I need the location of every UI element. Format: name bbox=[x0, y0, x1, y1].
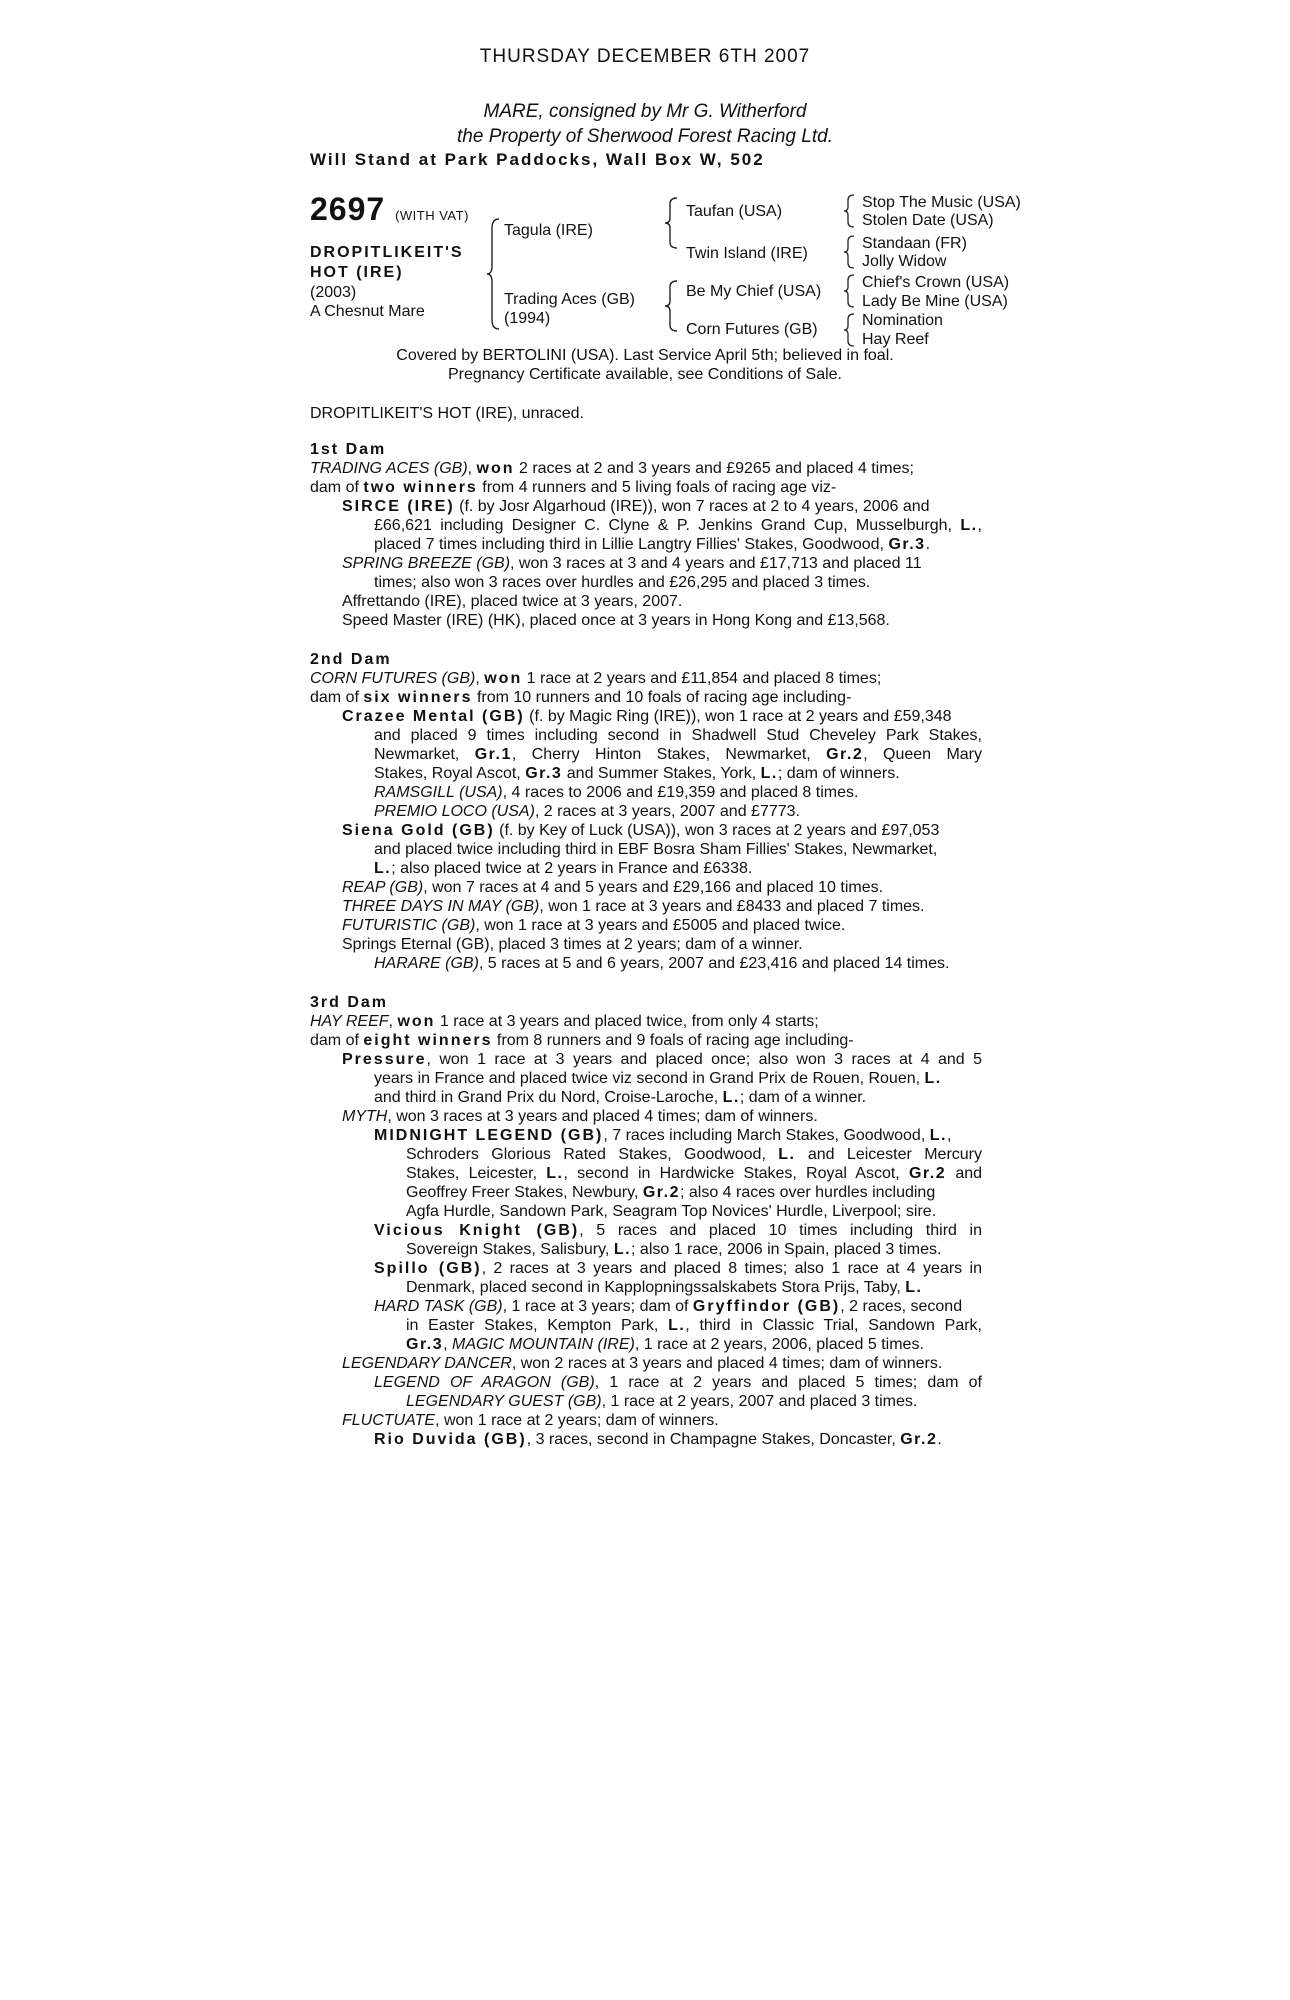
pedigree-sdd: Jolly Widow bbox=[862, 253, 947, 270]
italic-text: HAY REEF bbox=[310, 1013, 389, 1030]
text-run: and bbox=[946, 1165, 983, 1182]
dam-line bbox=[310, 897, 982, 916]
bold-text: Crazee Mental (GB) bbox=[342, 708, 525, 725]
dam-line bbox=[310, 1069, 982, 1088]
text-run: , won 3 races at 3 years and placed 4 times; dam of winners. bbox=[387, 1108, 818, 1125]
dam-line bbox=[310, 1145, 982, 1164]
sale-date: THURSDAY DECEMBER 6TH 2007 bbox=[479, 46, 811, 67]
text-run: Denmark, placed second in Kapplopningssalskabets Stora Prijs, Taby, bbox=[406, 1279, 906, 1296]
pedigree-sire-sire: Taufan (USA) bbox=[686, 203, 783, 220]
bold-text: eight winners bbox=[363, 1032, 493, 1049]
text-run: , won 7 races at 4 and 5 years and £29,166 and placed 10 times. bbox=[423, 879, 884, 896]
text-run: dam of bbox=[310, 1032, 364, 1049]
lot-number-line bbox=[310, 192, 470, 233]
dam-line bbox=[310, 1202, 982, 1221]
pedigree-dam-line-2: (1994) bbox=[504, 310, 551, 327]
text-run: , bbox=[946, 1127, 952, 1144]
bold-text: two winners bbox=[363, 479, 478, 496]
italic-text: FLUCTUATE bbox=[342, 1412, 436, 1429]
text-run: , Cherry Hinton Stakes, Newmarket, bbox=[511, 746, 827, 763]
dam-line bbox=[310, 1411, 982, 1430]
dam-line bbox=[310, 516, 982, 535]
text-run: Sovereign Stakes, Salisbury, bbox=[406, 1241, 614, 1258]
third-dam-title: 3rd Dam bbox=[310, 994, 389, 1011]
bold-text: L. bbox=[778, 1146, 796, 1163]
text-run: ; also 4 races over hurdles including bbox=[679, 1184, 936, 1201]
pedigree-ddd: Hay Reef bbox=[862, 331, 929, 348]
dam-line bbox=[310, 1107, 982, 1126]
italic-text: RAMSGILL (USA) bbox=[374, 784, 503, 801]
text-run: and placed 9 times including second in Shadwell Stud Cheveley Park Stakes, bbox=[374, 727, 982, 744]
dam-line bbox=[310, 1164, 982, 1183]
text-run: and placed twice including third in EBF Bosra Sham Fillies' Stakes, Newmarket, bbox=[374, 841, 938, 858]
text-run: , bbox=[388, 1013, 398, 1030]
pedigree-dam-line-1: Trading Aces (GB) bbox=[504, 291, 636, 308]
dam-line bbox=[310, 1373, 982, 1392]
bold-text: Pressure bbox=[342, 1051, 427, 1068]
text-run: 1 race at 3 years and placed twice, from only 4 starts; bbox=[435, 1013, 819, 1030]
bold-text: L. bbox=[905, 1279, 923, 1296]
dam-line bbox=[310, 1050, 982, 1069]
text-run: , third in Classic Trial, Sandown Park, bbox=[685, 1317, 982, 1334]
dam-line bbox=[310, 1278, 982, 1297]
pedigree-brace-sd bbox=[843, 235, 855, 269]
dam-line bbox=[310, 1259, 982, 1278]
pedigree-dsd: Lady Be Mine (USA) bbox=[862, 293, 1008, 310]
text-run: , 2 races at 3 years and placed 8 times; also 1 race at 4 years in bbox=[481, 1260, 983, 1277]
dam-line bbox=[310, 935, 982, 954]
text-run: , won 1 race at 2 years; dam of winners. bbox=[435, 1412, 719, 1429]
stable-location: Will Stand at Park Paddocks, Wall Box W, 502 bbox=[310, 150, 765, 169]
bold-text: Rio Duvida (GB) bbox=[374, 1431, 527, 1448]
text-run: Affrettando (IRE), placed twice at 3 years, 2007. bbox=[342, 593, 683, 610]
bold-text: Gr.3 bbox=[525, 765, 563, 782]
text-run: 1 race at 2 years and £11,854 and placed 8 times; bbox=[522, 670, 882, 687]
pedigree-sds: Standaan (FR) bbox=[862, 235, 967, 252]
dam-line bbox=[310, 1354, 982, 1373]
text-run: dam of bbox=[310, 479, 364, 496]
dam-line bbox=[310, 859, 982, 878]
pedigree-sire: Tagula (IRE) bbox=[504, 222, 593, 239]
italic-text: FUTURISTIC (GB) bbox=[342, 917, 476, 934]
text-run: Speed Master (IRE) (HK), placed once at 3 years in Hong Kong and £13,568. bbox=[342, 612, 890, 629]
text-run: , 2 races, second bbox=[840, 1298, 963, 1315]
italic-text: LEGENDARY DANCER bbox=[342, 1355, 512, 1372]
bold-text: L. bbox=[668, 1317, 686, 1334]
horse-description: A Chesnut Mare bbox=[310, 303, 425, 320]
text-run: placed 7 times including third in Lillie Langtry Fillies' Stakes, Goodwood, bbox=[374, 536, 889, 553]
text-run: from 10 runners and 10 foals of racing age including- bbox=[472, 689, 852, 706]
bold-text: Gr.2 bbox=[908, 1165, 947, 1182]
text-run: , Queen Mary bbox=[863, 746, 982, 763]
pedigree-brace-ds bbox=[843, 274, 855, 308]
dam-line bbox=[310, 1221, 982, 1240]
dam-line bbox=[310, 707, 982, 726]
text-run: (f. by Magic Ring (IRE)), won 1 race at 2 years and £59,348 bbox=[524, 708, 952, 725]
bold-text: L. bbox=[960, 517, 978, 534]
pedigree-dss: Chief's Crown (USA) bbox=[862, 274, 1010, 291]
dam-line bbox=[310, 573, 982, 592]
pedigree-brace-main bbox=[486, 218, 500, 330]
dam-line bbox=[310, 1316, 982, 1335]
dam-line bbox=[310, 688, 982, 707]
bold-text: Spillo (GB) bbox=[374, 1260, 482, 1277]
race-record: DROPITLIKEIT'S HOT (IRE), unraced. bbox=[310, 405, 584, 422]
pedigree-sss: Stop The Music (USA) bbox=[862, 194, 1021, 211]
pedigree-dam-dam: Corn Futures (GB) bbox=[686, 321, 818, 338]
bold-text: L. bbox=[613, 1241, 632, 1258]
bold-text: L. bbox=[929, 1127, 947, 1144]
bold-text: L. bbox=[722, 1089, 740, 1106]
dam-line bbox=[310, 497, 982, 516]
dam-line bbox=[310, 592, 982, 611]
bold-text: Gr.2 bbox=[642, 1184, 680, 1201]
text-run: , won 1 race at 3 years and placed once; also won 3 races at 4 and 5 bbox=[426, 1051, 982, 1068]
italic-text: REAP (GB) bbox=[342, 879, 424, 896]
bold-text: SIRCE (IRE) bbox=[342, 498, 455, 515]
text-run: , won 1 race at 3 years and £5005 and placed twice. bbox=[475, 917, 846, 934]
pregnancy-note: Pregnancy Certificate available, see Conditions of Sale. bbox=[448, 366, 842, 383]
bold-text: Gryffindor (GB) bbox=[692, 1298, 841, 1315]
text-run: Springs Eternal (GB), placed 3 times at 2 years; dam of a winner. bbox=[342, 936, 803, 953]
text-run: . bbox=[925, 536, 931, 553]
dam-line bbox=[310, 916, 982, 935]
dam-line bbox=[310, 783, 982, 802]
text-run: and Leicester Mercury bbox=[795, 1146, 983, 1163]
text-run: ; also 1 race, 2006 in Spain, placed 3 times. bbox=[631, 1241, 942, 1258]
italic-text: CORN FUTURES (GB) bbox=[310, 670, 476, 687]
pedigree-brace-dam bbox=[664, 280, 678, 332]
text-run: Geoffrey Freer Stakes, Newbury, bbox=[406, 1184, 643, 1201]
text-run: , won 3 races at 3 and 4 years and £17,713 and placed 11 bbox=[510, 555, 922, 572]
bold-text: L. bbox=[924, 1070, 942, 1087]
text-run: , 1 race at 3 years; dam of bbox=[502, 1298, 693, 1315]
bold-text: Gr.1 bbox=[474, 746, 512, 763]
text-run: (f. by Josr Algarhoud (IRE)), won 7 races at 2 to 4 years, 2006 and bbox=[454, 498, 930, 515]
first-dam-section bbox=[310, 440, 982, 630]
text-run: , bbox=[977, 517, 982, 534]
vat-note: (WITH VAT) bbox=[395, 208, 469, 223]
bold-text: L. bbox=[546, 1165, 564, 1182]
text-run: , bbox=[467, 460, 477, 477]
text-run: from 4 runners and 5 living foals of racing age viz- bbox=[477, 479, 837, 496]
bold-text: six winners bbox=[363, 689, 473, 706]
text-run: Stakes, Leicester, bbox=[406, 1165, 547, 1182]
bold-text: L. bbox=[374, 860, 392, 877]
text-run: ; dam of winners. bbox=[777, 765, 900, 782]
text-run: Schroders Glorious Rated Stakes, Goodwood, bbox=[406, 1146, 779, 1163]
first-dam-title: 1st Dam bbox=[310, 441, 387, 458]
bold-text: L. bbox=[760, 765, 778, 782]
dam-line bbox=[310, 611, 982, 630]
dam-line bbox=[310, 669, 982, 688]
italic-text: LEGENDARY GUEST (GB) bbox=[406, 1393, 602, 1410]
dam-line bbox=[310, 1183, 982, 1202]
text-run: , 4 races to 2006 and £19,359 and placed 8 times. bbox=[502, 784, 859, 801]
text-run: from 8 runners and 9 foals of racing age including- bbox=[492, 1032, 854, 1049]
lot-number: 2697 bbox=[310, 191, 386, 227]
third-dam-section bbox=[310, 993, 982, 1449]
italic-text: PREMIO LOCO (USA) bbox=[374, 803, 535, 820]
bold-text: Vicious Knight (GB) bbox=[374, 1222, 580, 1239]
horse-name-line-2: HOT (IRE) bbox=[310, 264, 404, 281]
second-dam-section bbox=[310, 650, 982, 973]
dam-line bbox=[310, 1126, 982, 1145]
dam-line bbox=[310, 1335, 982, 1354]
text-run: times; also won 3 races over hurdles and £26,295 and placed 3 times. bbox=[374, 574, 871, 591]
pedigree-brace-ss bbox=[843, 194, 855, 228]
bold-text: Siena Gold (GB) bbox=[342, 822, 495, 839]
italic-text: THREE DAYS IN MAY (GB) bbox=[342, 898, 540, 915]
dam-line bbox=[310, 821, 982, 840]
text-run: , 5 races and placed 10 times including third in bbox=[579, 1222, 983, 1239]
text-run: , 7 races including March Stakes, Goodwood, bbox=[603, 1127, 930, 1144]
text-run: , bbox=[475, 670, 485, 687]
italic-text: HARD TASK (GB) bbox=[374, 1298, 503, 1315]
text-run: , 5 races at 5 and 6 years, 2007 and £23,416 and placed 14 times. bbox=[478, 955, 950, 972]
bold-text: won bbox=[397, 1013, 436, 1030]
bold-text: Gr.2 bbox=[900, 1431, 938, 1448]
dam-line bbox=[310, 459, 982, 478]
dam-line bbox=[310, 1240, 982, 1259]
text-run: and Summer Stakes, York, bbox=[562, 765, 761, 782]
italic-text: TRADING ACES (GB) bbox=[310, 460, 468, 477]
dam-line bbox=[310, 478, 982, 497]
covered-note: Covered by BERTOLINI (USA). Last Service April 5th; believed in foal. bbox=[396, 347, 894, 364]
text-run: . bbox=[937, 1431, 942, 1448]
dam-line bbox=[310, 554, 982, 573]
text-run: dam of bbox=[310, 689, 364, 706]
text-run: ; also placed twice at 2 years in France and £6338. bbox=[391, 860, 753, 877]
italic-text: HARARE (GB) bbox=[374, 955, 479, 972]
dam-line bbox=[310, 1297, 982, 1316]
dam-line bbox=[310, 1430, 982, 1449]
pedigree-ssd: Stolen Date (USA) bbox=[862, 212, 994, 229]
dam-line bbox=[310, 745, 982, 764]
text-run: and third in Grand Prix du Nord, Croise-Laroche, bbox=[374, 1089, 723, 1106]
pedigree-brace-sire bbox=[664, 197, 678, 249]
foaling-year: (2003) bbox=[310, 284, 357, 301]
dam-line bbox=[310, 1031, 982, 1050]
pedigree-dam-sire: Be My Chief (USA) bbox=[686, 283, 822, 300]
text-run: years in France and placed twice viz second in Grand Prix de Rouen, Rouen, bbox=[374, 1070, 925, 1087]
text-run: Agfa Hurdle, Sandown Park, Seagram Top Novices' Hurdle, Liverpool; sire. bbox=[406, 1203, 937, 1220]
dam-line bbox=[310, 878, 982, 897]
text-run: , won 2 races at 3 years and placed 4 times; dam of winners. bbox=[511, 1355, 943, 1372]
bold-text: Gr.3 bbox=[406, 1336, 444, 1353]
text-run: , 1 race at 2 years, 2006, placed 5 times. bbox=[634, 1336, 924, 1353]
consignor-line: MARE, consigned by Mr G. Witherford bbox=[483, 101, 807, 122]
dam-line bbox=[310, 954, 982, 973]
dam-line bbox=[310, 840, 982, 859]
dam-line bbox=[310, 535, 982, 554]
owner-line: the Property of Sherwood Forest Racing Ltd. bbox=[457, 126, 833, 147]
dam-line bbox=[310, 726, 982, 745]
italic-text: LEGEND OF ARAGON (GB) bbox=[374, 1374, 595, 1391]
italic-text: MYTH bbox=[342, 1108, 388, 1125]
second-dam-title: 2nd Dam bbox=[310, 651, 392, 668]
italic-text: SPRING BREEZE (GB) bbox=[342, 555, 511, 572]
dam-line bbox=[310, 1088, 982, 1107]
dam-line bbox=[310, 1012, 982, 1031]
text-run: , 2 races at 3 years, 2007 and £7773. bbox=[534, 803, 800, 820]
dam-line bbox=[310, 802, 982, 821]
text-run: 2 races at 2 and 3 years and £9265 and placed 4 times; bbox=[514, 460, 914, 477]
text-run: , bbox=[443, 1336, 453, 1353]
bold-text: won bbox=[484, 670, 523, 687]
text-run: , 1 race at 2 years, 2007 and placed 3 times. bbox=[601, 1393, 918, 1410]
horse-name-line-1: DROPITLIKEIT'S bbox=[310, 244, 464, 261]
text-run: ; dam of a winner. bbox=[739, 1089, 867, 1106]
italic-text: MAGIC MOUNTAIN (IRE) bbox=[452, 1336, 635, 1353]
text-run: £66,621 including Designer C. Clyne & P. Jenkins Grand Cup, Musselburgh, bbox=[374, 517, 961, 534]
text-run: Stakes, Royal Ascot, bbox=[374, 765, 526, 782]
bold-text: Gr.3 bbox=[888, 536, 926, 553]
text-run: , won 1 race at 3 years and £8433 and placed 7 times. bbox=[539, 898, 925, 915]
text-run: , 3 races, second in Champagne Stakes, Doncaster, bbox=[526, 1431, 901, 1448]
dam-line bbox=[310, 764, 982, 783]
text-run: in Easter Stakes, Kempton Park, bbox=[406, 1317, 669, 1334]
text-run: (f. by Key of Luck (USA)), won 3 races at 2 years and £97,053 bbox=[494, 822, 940, 839]
bold-text: Gr.2 bbox=[826, 746, 864, 763]
bold-text: MIDNIGHT LEGEND (GB) bbox=[374, 1127, 604, 1144]
pedigree-sire-dam: Twin Island (IRE) bbox=[686, 245, 808, 262]
text-run: , second in Hardwicke Stakes, Royal Ascot, bbox=[563, 1165, 909, 1182]
pedigree-brace-dd bbox=[843, 313, 855, 347]
dam-line bbox=[310, 1392, 982, 1411]
text-run: Newmarket, bbox=[374, 746, 475, 763]
pedigree-dds: Nomination bbox=[862, 312, 943, 329]
lot-info bbox=[310, 192, 470, 321]
text-run: , 1 race at 2 years and placed 5 times; dam of bbox=[594, 1374, 982, 1391]
bold-text: won bbox=[476, 460, 515, 477]
